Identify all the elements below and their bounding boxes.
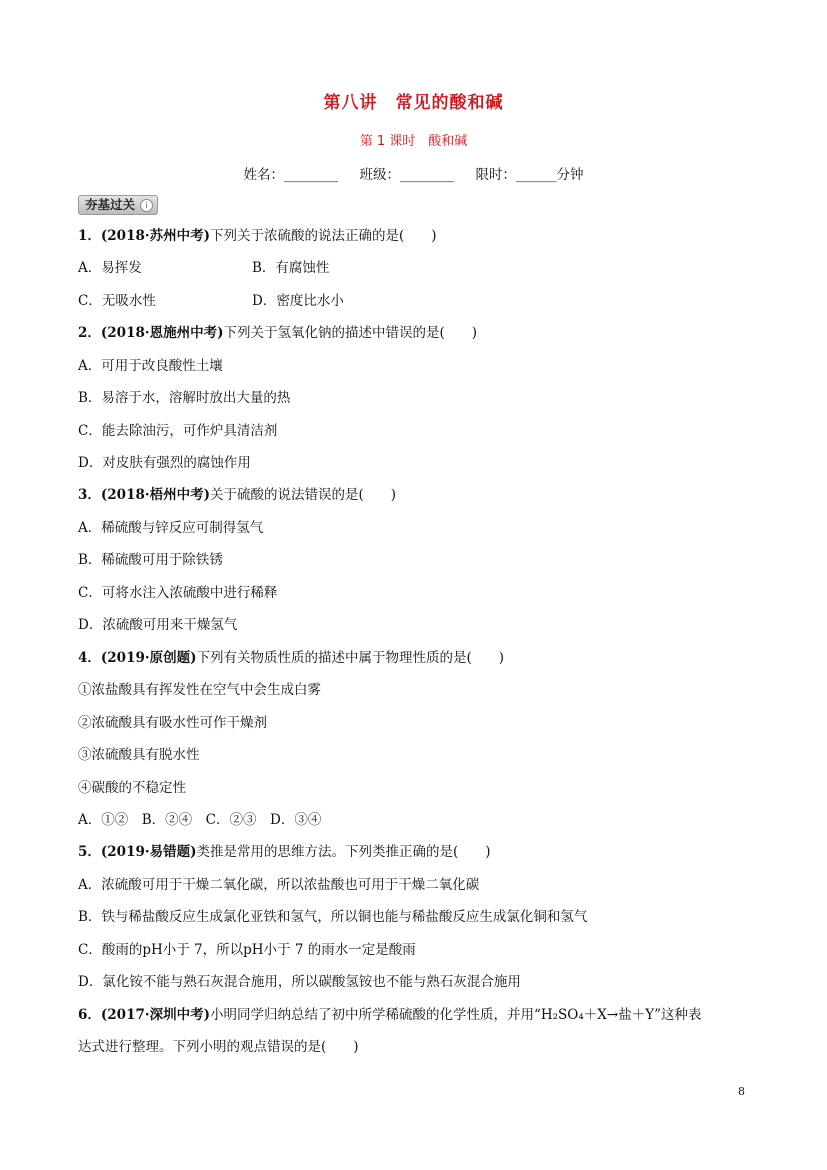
- q3-option-a: A．稀硫酸与锌反应可制得氢气: [78, 520, 264, 536]
- question-number: 1．: [78, 228, 101, 244]
- q4-item-4: ④碳酸的不稳定性: [78, 780, 186, 796]
- time-limit-field[interactable]: 限时：______分钟: [475, 167, 584, 183]
- question-6-stem-continued: 达式进行整理。下列小明的观点错误的是( ): [78, 1039, 359, 1055]
- student-info-fields: [0, 163, 827, 183]
- question-6-stem: [78, 1006, 702, 1024]
- q5-option-d: D．氯化铵不能与熟石灰混合施用，所以碳酸氢铵也不能与熟石灰混合施用: [78, 974, 521, 990]
- lesson-title: 第八讲 常见的酸和碱: [323, 93, 504, 113]
- lesson-subtitle: 第 1 课时 酸和碱: [359, 134, 468, 149]
- info-icon: i: [140, 199, 153, 212]
- q4-item-2: ②浓硫酸具有吸水性可作干燥剂: [78, 715, 267, 731]
- question-5-stem: [78, 843, 491, 861]
- q2-option-d: D．对皮肤有强烈的腐蚀作用: [78, 455, 251, 471]
- question-4-stem: [78, 649, 504, 667]
- q4-options: A．①② B．②④ C．②③ D．③④: [78, 812, 322, 828]
- q1-option-c: C．无吸水性: [78, 293, 156, 309]
- q2-option-a: A．可用于改良酸性土壤: [78, 358, 223, 374]
- question-source: (2019·原创题): [100, 650, 197, 666]
- question-number: 6．: [78, 1007, 101, 1023]
- question-number: 3．: [78, 487, 101, 503]
- q3-option-c: C．可将水注入浓硫酸中进行稀释: [78, 585, 278, 601]
- question-number: 4．: [78, 650, 101, 666]
- q1-option-a: A．易挥发: [78, 260, 142, 276]
- question-1-stem: [78, 227, 437, 245]
- q1-option-b: B．有腐蚀性: [252, 260, 330, 276]
- q5-option-a: A．浓硫酸可用于干燥二氧化碳，所以浓盐酸也可用于干燥二氧化碳: [78, 877, 480, 893]
- question-source: (2017·深圳中考): [100, 1007, 210, 1023]
- question-source: (2018·苏州中考): [100, 228, 210, 244]
- class-field[interactable]: 班级：________: [359, 167, 454, 183]
- question-number: 2．: [78, 325, 101, 341]
- section-tag-label: 夯基过关: [85, 197, 136, 212]
- question-text: 下列有关物质性质的描述中属于物理性质的是( ): [196, 650, 505, 666]
- question-text: 下列关于浓硫酸的说法正确的是( ): [209, 228, 437, 244]
- question-text: 下列关于氢氧化钠的描述中错误的是( ): [223, 325, 478, 341]
- name-field[interactable]: 姓名：________: [243, 167, 339, 183]
- q2-option-b: B．易溶于水，溶解时放出大量的热: [78, 390, 291, 406]
- q3-option-d: D．浓硫酸可用来干燥氢气: [78, 617, 238, 633]
- question-text: 小明同学归纳总结了初中所学稀硫酸的化学性质，并用“H₂SO₄＋X→盐＋Y”这种表: [209, 1007, 702, 1023]
- q5-option-c: C．酸雨的pH小于 7，所以pH小于 7 的雨水一定是酸雨: [78, 942, 416, 958]
- q2-option-c: C．能去除油污，可作炉具清洁剂: [78, 423, 278, 439]
- question-source: (2018·恩施州中考): [100, 325, 224, 341]
- question-source: (2018·梧州中考): [100, 487, 210, 503]
- question-text: 关于硫酸的说法错误的是( ): [209, 487, 397, 503]
- q5-option-b: B．铁与稀盐酸反应生成氯化亚铁和氢气，所以铜也能与稀盐酸反应生成氯化铜和氢气: [78, 909, 588, 925]
- q3-option-b: B．稀硫酸可用于除铁锈: [78, 552, 223, 568]
- question-2-stem: [78, 324, 477, 342]
- section-tag: [78, 195, 158, 215]
- question-text: 类推是常用的思维方法。下列类推正确的是( ): [196, 844, 491, 860]
- question-source: (2019·易错题): [100, 844, 197, 860]
- q4-item-3: ③浓硫酸具有脱水性: [78, 747, 200, 763]
- page-number: 8: [738, 1085, 745, 1098]
- question-number: 5．: [78, 844, 101, 860]
- q4-item-1: ①浓盐酸具有挥发性在空气中会生成白雾: [78, 682, 321, 698]
- question-3-stem: [78, 486, 396, 504]
- q1-option-d: D．密度比水小: [252, 293, 344, 309]
